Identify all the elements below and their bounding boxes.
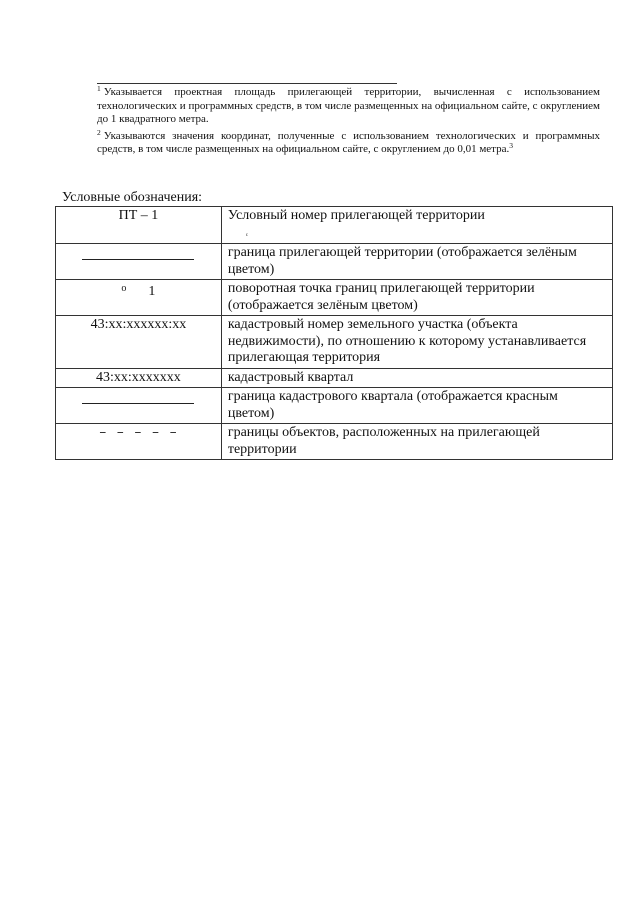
legend-description: [221, 207, 612, 244]
legend-row: [56, 280, 613, 316]
footnote-text: Указывается проектная площадь прилегающей территории, вычисленная с использованием технологических и программных средств, в том числе размещенных на официальном сайте, с округлением до 1 квадратного метра.: [97, 86, 600, 126]
legend-symbol-solid-line: [56, 244, 222, 280]
legend-row: [56, 316, 613, 369]
legend-description: граница прилегающей территории (отображается зелёным цветом): [221, 244, 612, 280]
legend-row: [56, 368, 613, 388]
legend-symbol-dashed-line: [56, 424, 222, 460]
point-marker-icon: o: [121, 283, 127, 294]
legend-description: кадастровый квартал: [221, 368, 612, 388]
dashed-line-symbol: – – – – –: [98, 425, 179, 440]
footnotes: [97, 86, 600, 160]
legend-symbol: 43:хх:ххххххх: [56, 368, 222, 388]
legend-symbol-solid-line: [56, 388, 222, 424]
footnote-number: 1: [97, 84, 101, 93]
legend-row: [56, 424, 613, 460]
legend-description: поворотная точка границ прилегающей территории (отображается зелёным цветом): [221, 280, 612, 316]
legend-symbol: ПТ – 1: [56, 207, 222, 244]
legend-description: границы объектов, расположенных на прилегающей территории: [221, 424, 612, 460]
footnote-1: [97, 86, 600, 127]
legend-row: [56, 244, 613, 280]
stray-mark: ᶜ: [245, 230, 248, 240]
footnote-number: 2: [97, 127, 101, 137]
legend-title: Условные обозначения:: [62, 190, 203, 205]
footnote-2: [97, 127, 600, 157]
footnote-separator: [97, 83, 397, 84]
footnote-text: Указываются значения координат, полученные с использованием технологических и программных средств, в том числе размещенных на официальном сайте, с округлением до 0,01 метра.: [97, 129, 600, 156]
legend-description: граница кадастрового квартала (отображается красным цветом): [221, 388, 612, 424]
legend-description-text: Условный номер прилегающей территории: [227, 208, 485, 223]
legend-symbol-point: [56, 280, 222, 316]
solid-line-symbol: [82, 259, 194, 260]
legend-symbol: 43:хх:хххххх:хх: [56, 316, 222, 369]
solid-line-symbol: [82, 403, 194, 404]
footnote-trailing-mark: 3: [509, 141, 514, 151]
legend-row: [56, 207, 613, 244]
legend-table: [55, 206, 613, 460]
point-number: 1: [148, 284, 156, 299]
legend-row: [56, 388, 613, 424]
legend-description: кадастровый номер земельного участка (объекта недвижимости), по отношению к которому устанавливается прилегающая территория: [221, 316, 612, 369]
